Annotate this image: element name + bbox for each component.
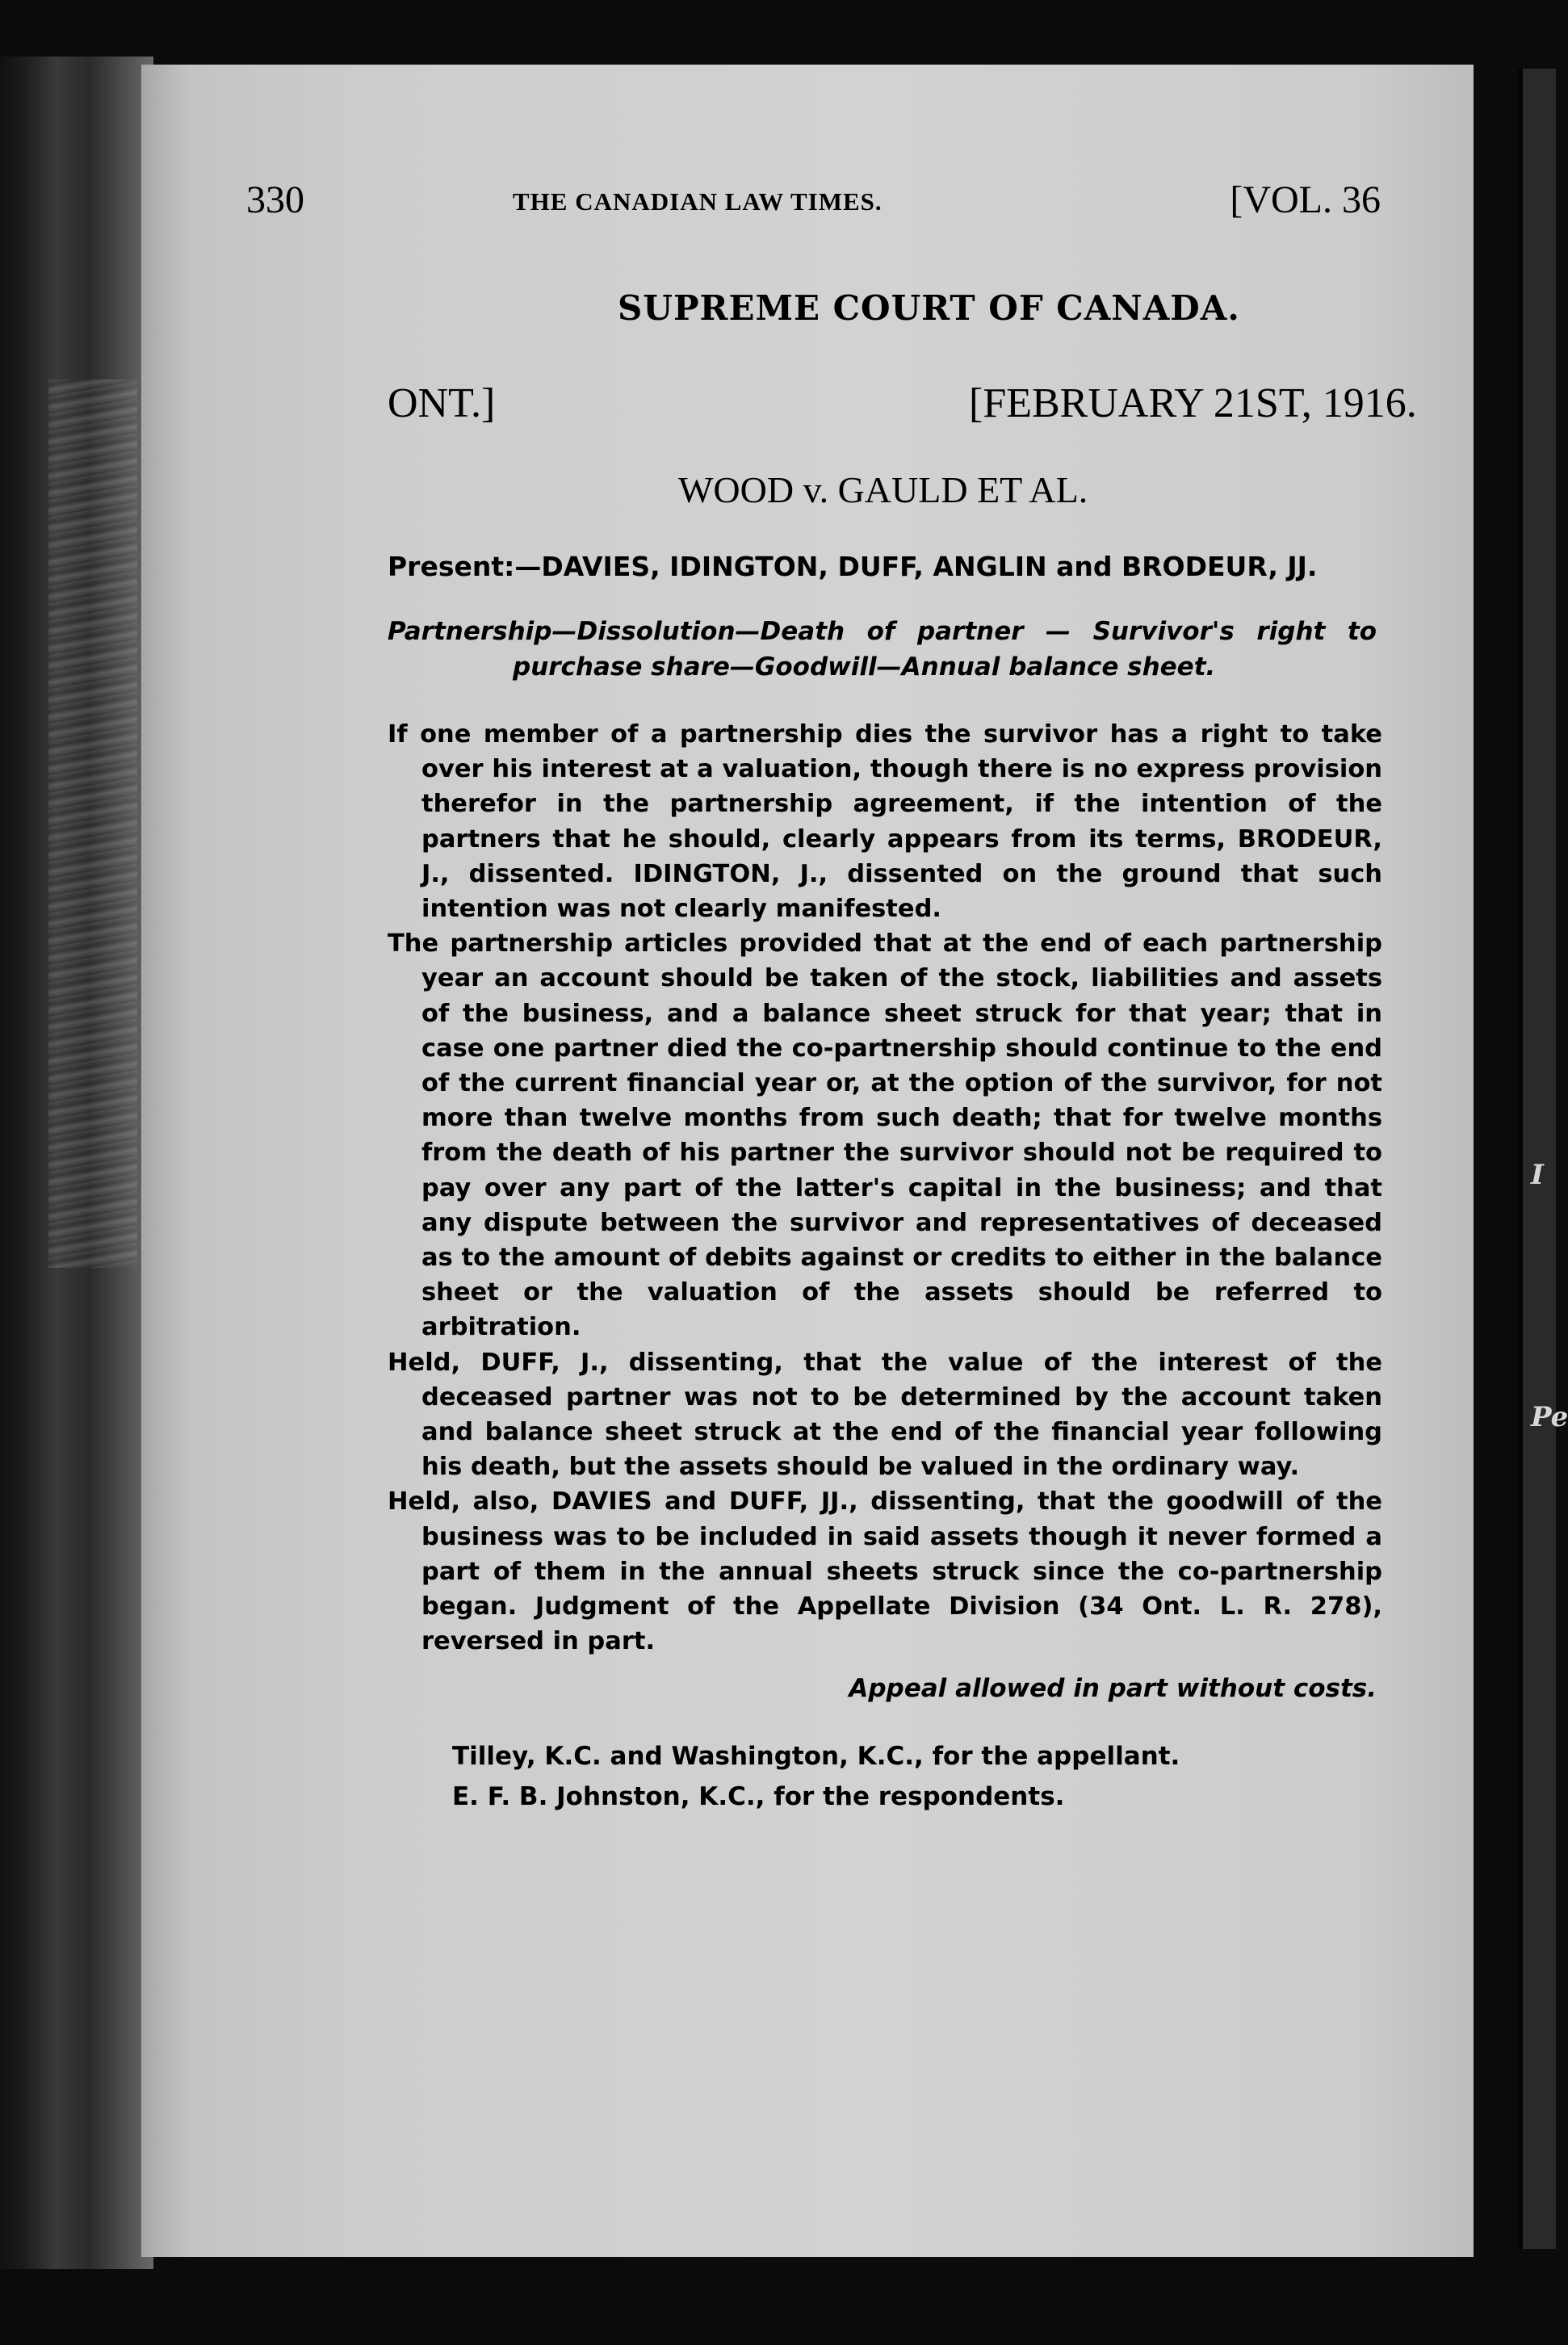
page-number: 330 [246,178,304,221]
volume-number: [VOL. 36 [1230,178,1381,221]
next-page-fragment-2: Pe [1531,1401,1568,1433]
counsel-respondents: E. F. B. Johnston, K.C., for the respondents. [452,1782,1065,1811]
catchwords-line-2: purchase share—Goodwill—Annual balance sheet. [513,652,1216,682]
disposition: Appeal allowed in part without costs. [849,1674,1377,1703]
running-head [246,178,1381,234]
journal-title: THE CANADIAN LAW TIMES. [513,187,883,216]
counsel-appellant: Tilley, K.C. and Washington, K.C., for the appellant. [452,1742,1180,1771]
counsel [452,1736,1180,1817]
decision-date: [FEBRUARY 21ST, 1916. [969,380,1417,426]
headnote-paragraph-4: Held, also, DAVIES and DUFF, JJ., dissenting, that the goodwill of the business was to be included in said assets though it never formed a part of them in the annual sheets struck since the co-partnership began. Judgment of the Appellate Division (34 Ont. L. R. 278), reversed in part. [388,1487,1382,1656]
court-title: SUPREME COURT OF CANADA. [618,288,1240,328]
judges-present: Present:—DAVIES, IDINGTON, DUFF, ANGLIN and BRODEUR, JJ. [388,551,1318,582]
headnote [388,717,1382,1659]
headnote-paragraph-3: Held, DUFF, J., dissenting, that the value of the interest of the deceased partner was not to be determined by the account taken and balance sheet struck at the end of the financial year following his death, but the assets should be valued in the ordinary way. [388,1348,1382,1482]
headnote-paragraph-1: If one member of a partnership dies the survivor has a right to take over his interest at a valuation, though there is no express provision therefor in the partnership agreement, if the intention of the partners that he should, clearly appears from its terms, BRODEUR, J., dissented. IDINGTON, J., dissented on the ground that such intention was not clearly manifested. [388,720,1382,924]
headnote-paragraph-2: The partnership articles provided that at the end of each partnership year an account should be taken of the stock, liabilities and assets of the business, and a balance sheet struck for that year; that in case one partner died the co-partnership should continue to the end of the current financial year or, at the option of the survivor, for not more than twelve months from such death; that for twelve months from the death of his partner the survivor should not be required to pay over any part of the latter's capital in the business; and that any dispute between the survivor and representatives of deceased as to the amount of debits against or credits to either in the balance sheet or the valuation of the assets should be referred to arbitration. [388,929,1382,1342]
next-page-edge [1518,69,1568,2249]
catchwords [388,614,1377,685]
book-binding-gutter [0,57,153,2269]
case-name: WOOD v. GAULD ET AL. [678,469,1088,510]
catchwords-line-1: Partnership—Dissolution—Death of partner — Survivor's right to [388,617,1377,646]
gutter-texture [48,380,137,1268]
province: ONT.] [388,380,496,426]
next-page-fragment-1: I [1531,1159,1544,1191]
